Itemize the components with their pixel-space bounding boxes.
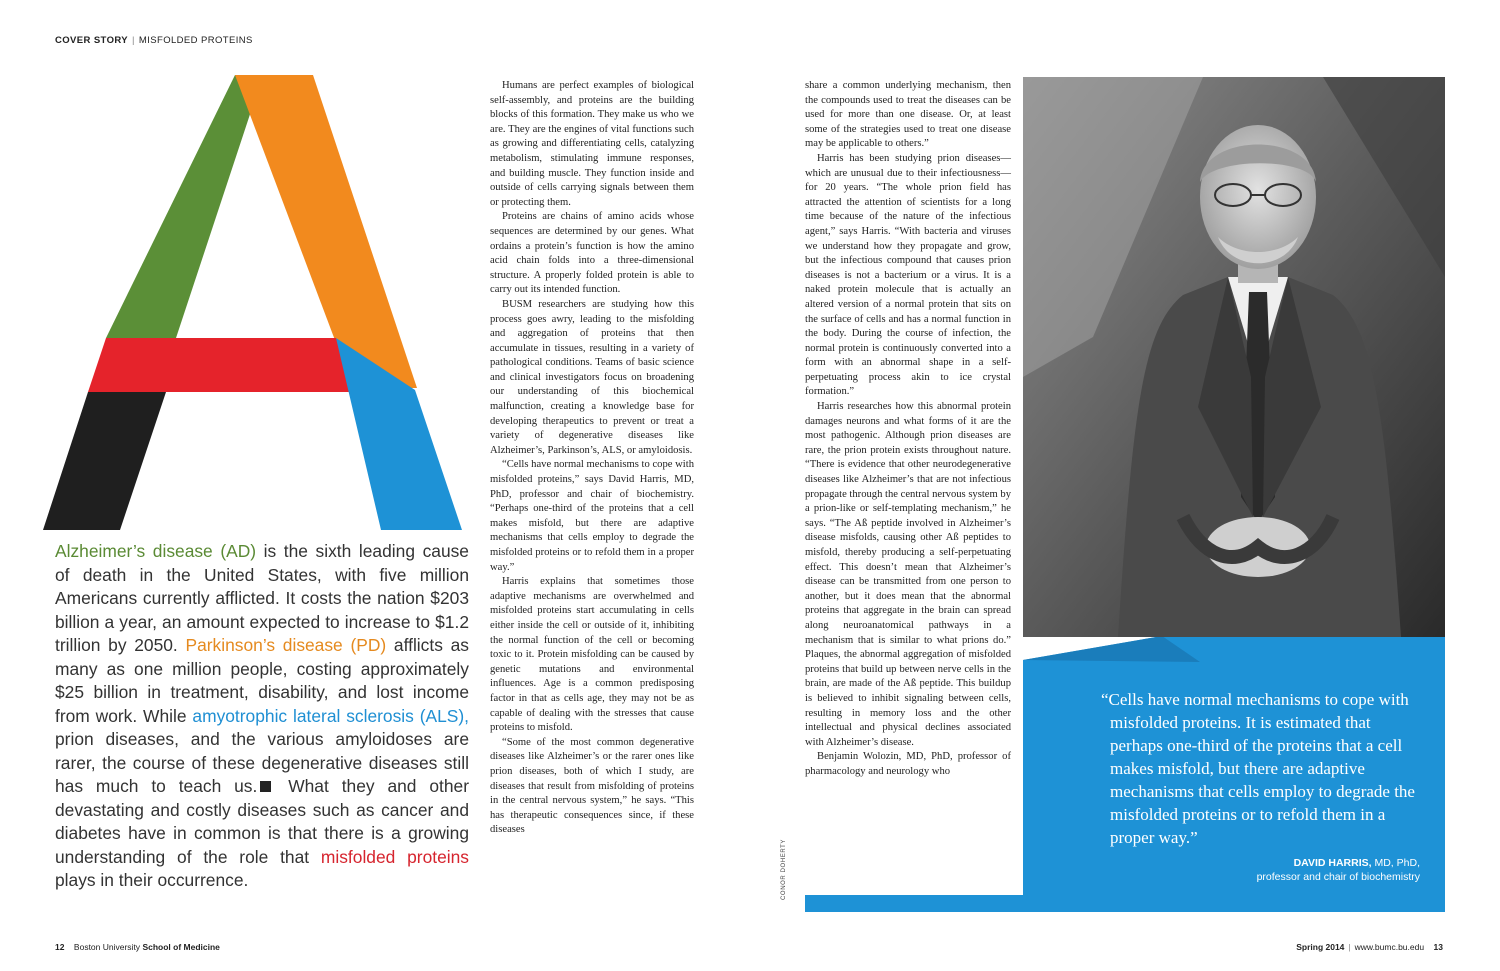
intro-alzheimers-highlight: Alzheimer’s disease (AD) — [55, 541, 257, 561]
intro-als-highlight: amyotrophic lateral sclerosis (ALS), — [192, 705, 470, 726]
column-2-paragraph: Harris researches how this abnormal protein damages neurons and what forms of it are the most pathogenic. Although prion diseases are rare, the prion protein exists throughout nature. “There is evidence that other neurodegenerative diseases like Alzheimer’s that are not infectious propagate through the central nervous system by a prion-like or self-templating mechanism,” he says. “The Aß peptide involved in Alzheimer’s disease misfolds, causing other Aß peptides to misfold, thereby producing a self-perpetuating effect. This doesn’t mean that Alzheimer’s disease can be transmitted from one person to another, but it does mean that the abnormal proteins that aggregate in the brain can spread along neuroanatomical pathways in a mechanism that is similar to what prions do.” Plaques, the abnormal aggregation of misfolded proteins that build up between nerve cells in the brain, are made of the Aß peptide. This buildup is believed to inhibit signaling between cells, resulting in memory loss and the other intellectual and physical declines associated with Alzheimer’s disease. — [805, 401, 1011, 748]
footer-left — [55, 942, 220, 952]
footer-school: School of Medicine — [142, 942, 220, 952]
column-1-paragraph: “Cells have normal mechanisms to cope with misfolded proteins,” says David Harris, MD, PhD, professor and chair of biochemistry. “Perhaps one-third of the proteins that a cell makes misfold, but there are adaptive mechanisms that cells employ to degrade the misfolded proteins or to refold them in a proper way.” — [490, 459, 694, 573]
pull-quote-attribution — [1257, 856, 1420, 884]
column-1-paragraph: Harris explains that sometimes those adaptive mechanisms are overwhelmed and misfolded proteins start accumulating in cells either inside the cell or outside of it, inhibiting the normal function of the cell or becoming toxic to it. Protein misfolding can be caused by genetic mutations and environmental influences. Age is a common predisposing factor in that as cells age, they may not be as capable of dealing with the stresses that cause proteins to misfold. — [490, 576, 694, 734]
pull-quote — [1080, 688, 1420, 849]
column-2-paragraph: Harris has been studying prion diseases—which are unusual due to their infectiousness—for 20 years. “The whole prion field has attracted the attention of scientists for a long time because of the nature of the infectious agent,” says Harris. “With bacteria and viruses we understand how they propagate and grow, but the infectious compound that causes prion diseases is not a bacterium or a virus. It is a naked protein molecule that is actually an altered version of a normal protein that sits on the surface of cells and has a normal function in the body. During the course of infection, the normal protein is continuously converted into a form with an abnormal shape in a self-perpetuating process akin to ice crystal formation.” — [805, 152, 1011, 398]
intro-text-2: afflicts as many as one million people, costing approximately $25 billion in treatment, disability, and lost income from work. While — [55, 635, 469, 726]
intro-text-1: is the sixth leading cause of death in the United States, with five million Americans currently afflicted. It costs the nation $203 billion a year, an amount expected to increase to $1.2 trillion by 2050. — [55, 541, 469, 655]
column-1-paragraph: Proteins are chains of amino acids whose sequences are determined by our genes. What ordains a protein’s function is how the amino acid chain folds into a three-dimensional structure. A properly folded protein is able to carry out its intended function. — [490, 211, 694, 296]
footer-left-page-number: 12 — [55, 942, 65, 952]
intro-text-5: plays in their occurrence. — [55, 870, 249, 890]
header-topic: MISFOLDED PROTEINS — [138, 35, 253, 46]
intro-text-3: prion diseases, and the various amyloidoses are rarer, the course of these degenerative diseases still has much to teach us. — [55, 729, 469, 796]
intro-parkinsons-highlight: Parkinson’s disease (PD) — [185, 635, 387, 655]
portrait-photo — [1023, 77, 1445, 637]
column-1-paragraph: “Some of the most common degenerative diseases like Alzheimer’s or the rarer ones like prion diseases, both of which I study, are diseases that result from misfolding of proteins in the central nervous system,” he says. “This has therapeutic consequences since, if these diseases — [490, 736, 694, 836]
photo-credit: CONOR DOHERTY — [781, 838, 787, 900]
pull-quote-name: DAVID HARRIS, — [1293, 857, 1372, 869]
header-separator: | — [132, 35, 135, 46]
header-section: COVER STORY — [55, 35, 129, 46]
footer-url: www.bumc.bu.edu — [1354, 942, 1425, 952]
footer-issue: Spring 2014 — [1296, 942, 1345, 952]
pull-quote-title: professor and chair of biochemistry — [1256, 871, 1420, 883]
pull-quote-degrees: MD, PhD, — [1371, 857, 1420, 869]
intro-text-4: What they and other devastating and costly diseases such as cancer and diabetes have in common is that there is a growing understanding of the role that — [55, 776, 469, 867]
intro-misfolded-highlight: misfolded proteins — [320, 846, 469, 867]
footer-right-page-number: 13 — [1433, 942, 1443, 952]
pull-quote-text: “Cells have normal mechanisms to cope with misfolded proteins. It is estimated that perhaps one-third of the proteins that a cell makes misfold, but there are adaptive mechanisms that cells employ to degrade the misfolded proteins or to refold them in a proper way.” — [1101, 690, 1415, 847]
column-1-paragraph: Humans are perfect examples of biological self-assembly, and proteins are the building blocks of this formation. They make us who we are. They are the engines of vital functions such as growing and differentiating cells, catalyzing metabolism, stimulating immune responses, and building muscle. They function inside and outside of cells carrying signals between them or protecting them. — [490, 80, 694, 208]
column-2-paragraph: share a common underlying mechanism, then the compounds used to treat the diseases can be used for more than one disease. Or, at least some of the strategies used to treat one disease may be applicable to others.” — [805, 80, 1011, 150]
column-1-paragraph: BUSM researchers are studying how this process goes awry, leading to the misfolding and aggregation of proteins that then accumulate in tissues, resulting in a variety of pathological conditions. Teams of basic science and clinical investigators focus on broadening our understanding of this biochemical malfunction, creating a knowledge base for developing therapeutics to prevent or treat a variety of degenerative diseases like Alzheimer’s, Parkinson’s, ALS, or amyloidosis. — [490, 298, 694, 456]
footer-separator: | — [1348, 942, 1351, 952]
footer-university: Boston University — [73, 942, 141, 952]
footer-right — [1296, 942, 1443, 952]
column-2-paragraph: Benjamin Wolozin, MD, PhD, professor of pharmacology and neurology who — [805, 751, 1011, 777]
